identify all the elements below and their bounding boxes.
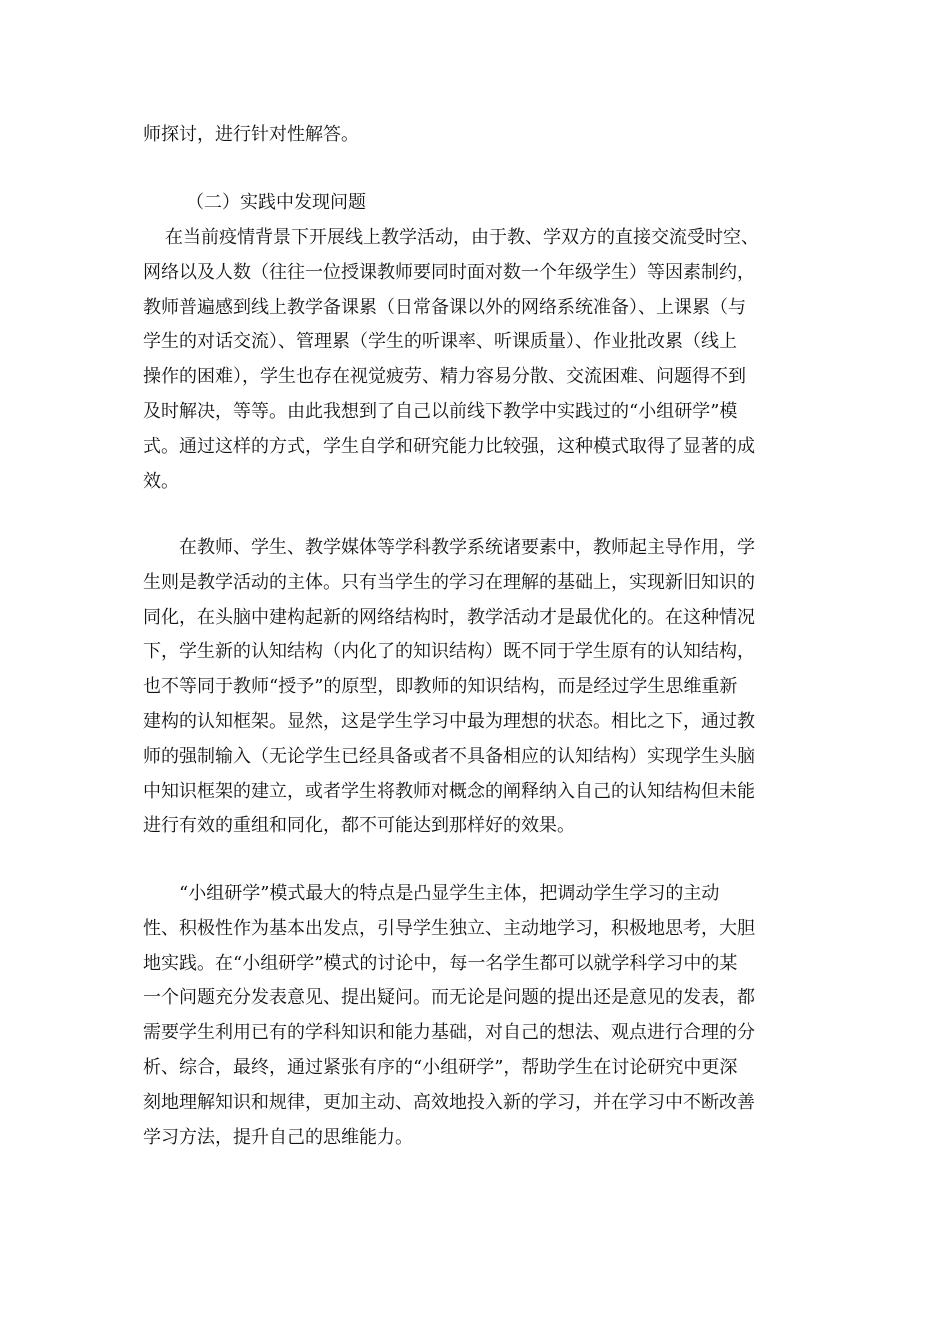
text-line: 式。通过这样的方式，学生自学和研究能力比较强，这种模式取得了显著的成 xyxy=(143,435,755,457)
paragraph-1 xyxy=(143,221,807,499)
text-line: 也不等同于教师“授予”的原型，即教师的知识结构，而是经过学生思维重新 xyxy=(143,676,738,698)
text-line: 地实践。在“小组研学”模式的讨论中，每一名学生都可以就学科学习中的某 xyxy=(143,952,738,974)
text-line: 析、综合，最终，通过紧张有序的“小组研学”，帮助学生在讨论研究中更深 xyxy=(143,1056,738,1078)
text-line: 学生的对话交流）、管理累（学生的听课率、听课质量）、作业批改累（线上 xyxy=(143,331,737,353)
text-line: 进行有效的重组和同化，都不可能达到那样好的效果。 xyxy=(143,815,575,837)
text-line: 刻地理解知识和规律，更加主动、高效地投入新的学习，并在学习中不断改善 xyxy=(143,1091,755,1113)
text-line: 建构的认知框架。显然，这是学生学习中最为理想的状态。相比之下，通过教 xyxy=(143,710,755,732)
text-line: 学习方法，提升自己的思维能力。 xyxy=(143,1126,413,1148)
text-line: “小组研学”模式最大的特点是凸显学生主体，把调动学生学习的主动 xyxy=(179,883,720,904)
text-line: 下，学生新的认知结构（内化了的知识结构）既不同于学生原有的认知结构， xyxy=(143,641,755,663)
text-line: 教师普遍感到线上教学备课累（日常备课以外的网络系统准备）、上课累（与 xyxy=(143,296,746,318)
text-line: 性、积极性作为基本出发点，引导学生独立、主动地学习，积极地思考，大胆 xyxy=(143,917,755,939)
text-line: 同化，在头脑中建构起新的网络结构时，教学活动才是最优化的。在这种情况 xyxy=(143,606,755,628)
text-line: 在教师、学生、教学媒体等学科教学系统诸要素中，教师起主导作用，学 xyxy=(179,537,755,558)
text-line: 在当前疫情背景下开展线上教学活动，由于教、学双方的直接交流受时空、 xyxy=(165,227,759,248)
text-line: 效。 xyxy=(143,470,179,492)
text-line: 操作的困难），学生也存在视觉疲劳、精力容易分散、交流困难、问题得不到 xyxy=(143,366,746,388)
paragraph-continuation xyxy=(143,118,807,153)
text-line: 师探讨，进行针对性解答。 xyxy=(143,124,359,145)
paragraph-2 xyxy=(143,531,807,844)
section-heading-text: （二）实践中发现问题 xyxy=(186,192,366,213)
text-line: 网络以及人数（往往一位授课教师要同时面对数一个年级学生）等因素制约， xyxy=(143,261,755,283)
section-heading xyxy=(143,186,807,221)
text-line: 生则是教学活动的主体。只有当学生的学习在理解的基础上，实现新旧知识的 xyxy=(143,571,755,593)
text-line: 中知识框架的建立，或者学生将教师对概念的阐释纳入自己的认知结构但未能 xyxy=(143,780,755,802)
text-line: 一个问题充分发表意见、提出疑问。而无论是问题的提出还是意见的发表，都 xyxy=(143,987,755,1009)
text-line: 需要学生利用已有的学科知识和能力基础，对自己的想法、观点进行合理的分 xyxy=(143,1022,755,1044)
text-line: 师的强制输入（无论学生已经具备或者不具备相应的认知结构）实现学生头脑 xyxy=(143,745,755,767)
text-line: 及时解决，等等。由此我想到了自己以前线下教学中实践过的“小组研学”模 xyxy=(143,400,738,422)
paragraph-3 xyxy=(143,877,807,1155)
